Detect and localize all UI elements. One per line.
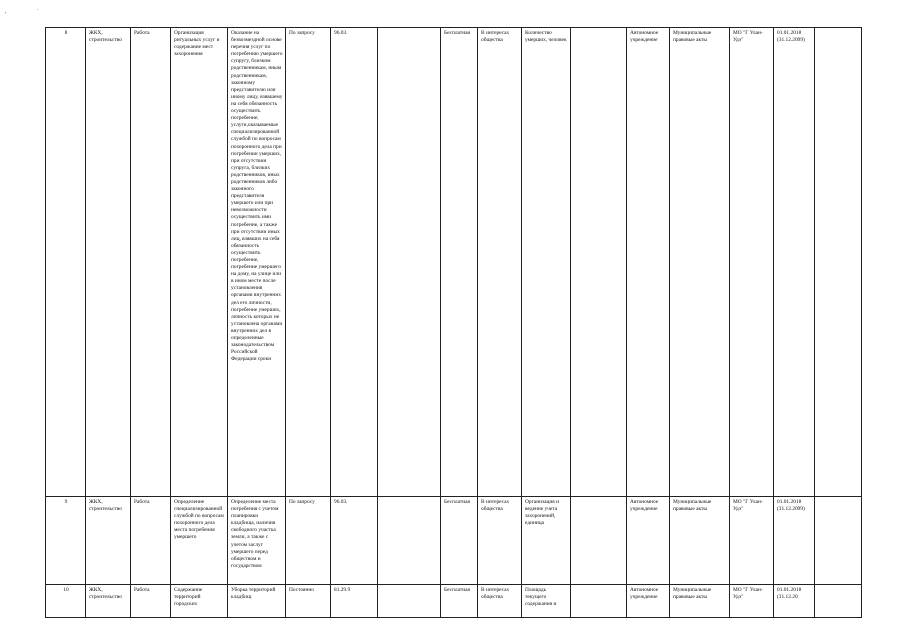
content-cell: Оказание на безвозмездной основе перечня услуг по погребению умершего супругу, близким родственникам, иным родственникам, законному представителю или иному лицу, взявшему на себя обязанность осуществить погребение; услуги,оказываемые специализированной службой по вопросам похоронного дела при погребении умерших, при отсутствии супруга, близких родственников, иных родственников либо законного представителя умершего или при невозможности осуществить ими погребение, а также при отсутствии иных лиц, взявших на себя обязанность осуществить погребение, погребение умершего на дому, на улице или в ином месте после установления органами внутренних дел его личности, погребение умерших, личность которых не установлена органами внутренних дел в определенные законодательством Российской Федерации сроки	[228, 28, 286, 497]
type-cell: Работа	[131, 28, 171, 497]
code-cell: 96.03.	[331, 28, 378, 497]
pay-cell: Бесплатная	[441, 585, 478, 618]
name-cell: Организация ритуальных услуг и содержание мест захоронения	[171, 28, 228, 497]
mode-cell: Постоянно	[286, 585, 331, 618]
authority-cell: МО "Г Улан-Удэ"	[730, 497, 774, 585]
scan-dot: .	[37, 6, 39, 12]
content-cell: Уборка территорий кладбищ	[228, 585, 286, 618]
content-cell: Определение места погребения с учетом планировки кладбища, наличия свободного участка земли, а также с учетом заслуг умершего перед обществом и государством	[228, 497, 286, 585]
table-row	[46, 497, 862, 585]
sphere-cell: ЖКХ, строительство	[86, 585, 131, 618]
indicator-cell: Площадь текущего содержания и	[522, 585, 571, 618]
interest-cell: В интересах общества	[478, 585, 522, 618]
institution-cell: Автономное учреждение	[627, 585, 670, 618]
services-registry-table	[45, 27, 862, 618]
blank-cell	[378, 585, 441, 618]
institution-cell: Автономное учреждение	[627, 28, 670, 497]
authority-cell: МО "Г Улан-Удэ"	[730, 585, 774, 618]
interest-cell: В интересах общества	[478, 28, 522, 497]
mode-cell: По запросу	[286, 497, 331, 585]
acts-cell: Муниципальные правовые акты	[670, 28, 730, 497]
interest-cell: В интересах общества	[478, 497, 522, 585]
blank-cell	[571, 585, 627, 618]
authority-cell: МО "Г Улан-Удэ"	[730, 28, 774, 497]
table-row	[46, 28, 862, 497]
name-cell: Определение специализированной службой по вопросам похоронного дела места погребения умершего	[171, 497, 228, 585]
type-cell: Работа	[131, 497, 171, 585]
date-cell: 01.01.2018 (31.12.2099)	[774, 497, 815, 585]
scan-mark: '	[5, 12, 7, 18]
institution-cell: Автономное учреждение	[627, 497, 670, 585]
type-cell: Работа	[131, 585, 171, 618]
table-row	[46, 585, 862, 618]
date-cell: 01.01.2018 (31.12.20	[774, 585, 815, 618]
blank-cell	[815, 497, 862, 585]
mode-cell: По запросу	[286, 28, 331, 497]
indicator-cell: Организация и ведение учета захоронений, единица	[522, 497, 571, 585]
pay-cell: Бесплатная	[441, 28, 478, 497]
name-cell: Содержание территорий городских	[171, 585, 228, 618]
row-number: 9	[46, 497, 86, 585]
blank-cell	[378, 28, 441, 497]
acts-cell: Муниципальные правовые акты	[670, 585, 730, 618]
blank-cell	[571, 28, 627, 497]
blank-cell	[815, 28, 862, 497]
code-cell: 81.29.9	[331, 585, 378, 618]
blank-cell	[378, 497, 441, 585]
sphere-cell: ЖКХ, строительство	[86, 28, 131, 497]
pay-cell: Бесплатная	[441, 497, 478, 585]
code-cell: 96.03.	[331, 497, 378, 585]
blank-cell	[571, 497, 627, 585]
blank-cell	[815, 585, 862, 618]
row-number: 10	[46, 585, 86, 618]
date-cell: 01.01.2018 (31.12.2099)	[774, 28, 815, 497]
acts-cell: Муниципальные правовые акты	[670, 497, 730, 585]
sphere-cell: ЖКХ, строительство	[86, 497, 131, 585]
row-number: 8	[46, 28, 86, 497]
indicator-cell: Количество умерших, человек	[522, 28, 571, 497]
